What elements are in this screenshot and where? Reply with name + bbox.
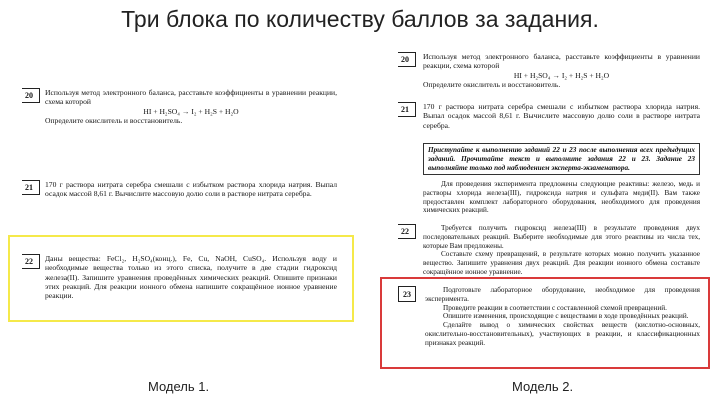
task-text: Опишите изменения, происходящие с веществами в ходе проведённых реакций.	[443, 312, 689, 321]
slide-title: Три блока по количеству баллов за задания.	[121, 6, 599, 32]
task-text: Используя метод электронного баланса, расставьте коэффициенты в уравнении реакции, схема которой	[423, 52, 700, 71]
task-number: 22	[398, 224, 416, 239]
task-number: 21	[22, 180, 40, 195]
task-text: 170 г раствора нитрата серебра смешали с избытком раствора хлорида натрия. Выпал осадок массой 8,61 г. Вычислите массовую долю соли в растворе нитрата серебра.	[423, 102, 700, 130]
reaction-scheme: HI + H₂SO₄ → I₂ + H₂S + H₂O	[143, 106, 239, 116]
task-text: Даны вещества: FeCl₂, H₂SO₄(конц.), Fe, Cu, NaOH, CuSO₄. Используя воду и необходимые вещества только из этого списка, получите в две стадии гидроксид железа(II). Запишите уравнения проведённых химических реакций. Опишите признаки этих реакций. Для реакции ионного обмена напишите сокращённое ионное уравнение реакции.	[45, 254, 337, 300]
task-number: 23	[398, 286, 416, 302]
reaction-scheme: HI + H₂SO₄ → I₂ + H₂S + H₂O	[513, 70, 610, 80]
caption-model-2: Модель 2.	[512, 379, 574, 394]
task-text: Требуется получить гидроксид железа(III) в результате проведения двух последовательных реакций. Выберите необходимые для этого реактивы из числа тех, которые Вам предложены.	[423, 224, 700, 250]
task-number: 20	[22, 88, 40, 103]
caption-model-1: Модель 1.	[148, 379, 210, 394]
task-text: Сделайте вывод о химических свойствах веществ (кислотно-основных, окислительно-восстановительных), участвующих в реакции, и классификационных признаках реакций.	[425, 321, 700, 347]
task-text: Определите окислитель и восстановитель.	[45, 115, 183, 125]
task-text: Составьте схему превращений, в результате которых можно получить указанное вещество. Запишите уравнения двух реакций. Для реакции ионного обмена составьте сокращённое ионное уравнение.	[423, 250, 700, 276]
task-text: Определите окислитель и восстановитель.	[423, 79, 561, 89]
task-number: 21	[398, 102, 416, 117]
task-number: 22	[22, 254, 40, 269]
task-text: 170 г раствора нитрата серебра смешали с избытком раствора хлорида натрия. Выпал осадок массой 8,61 г. Вычислите массовую долю соли в растворе нитрата серебра.	[45, 180, 337, 199]
task-text: Подготовьте лабораторное оборудование, необходимое для проведения эксперимента.	[425, 286, 700, 303]
instruction-note: Приступайте к выполнению заданий 22 и 23 после выполнения всех предыдущих заданий. Прочитайте текст и выполните задания 22 и 23. Задание 23 выполняйте только под наблюдением эксперта-экзаменатора.	[423, 143, 700, 175]
experiment-intro: Для проведения эксперимента предложены следующие реактивы: железо, медь и растворы хлорида железа(III), гидроксида натрия и сульфата меди(II). Вам также предоставлен комплект лабораторного оборудования, необходимого для проведения химических реакций.	[423, 180, 700, 215]
task-number: 20	[398, 52, 416, 67]
task-text: Проведите реакции в соответствии с составленной схемой превращений.	[443, 303, 667, 312]
task-text: Используя метод электронного баланса, расставьте коэффициенты в уравнении реакции, схема которой	[45, 88, 337, 107]
